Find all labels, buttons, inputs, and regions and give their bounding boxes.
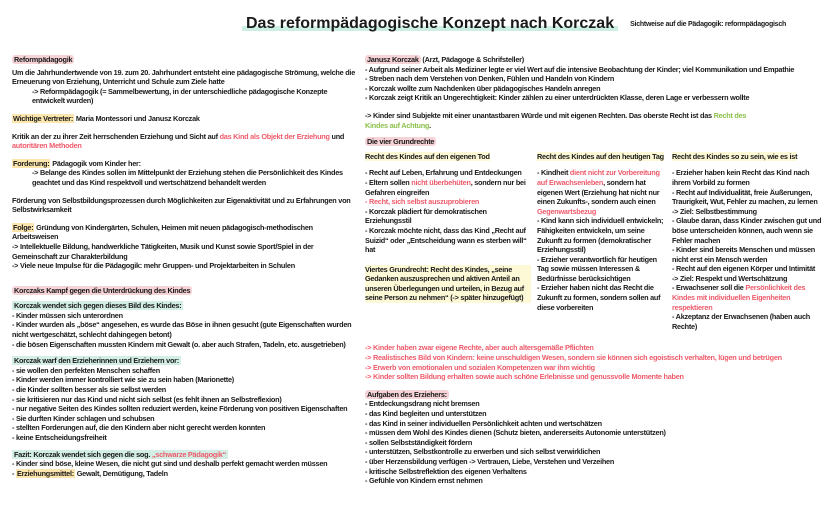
list-item: - kritische Selbstreflektion des eigenen Verhaltens [365, 466, 527, 476]
list-item: - sie kritisieren nur das Kind und nicht sich selbst (es fehlt ihnen an Selbstreflexion) [12, 394, 282, 404]
subheading-vorwurf: Korczak warf den Erzieherinnen und Erziehern vor: [14, 356, 179, 366]
grundrecht-column-3 [672, 152, 825, 332]
subheading-bild: Korczak wendet sich gegen dieses Bild des Kindes: [14, 301, 182, 311]
fazit-line: Fazit: Korczak wendet sich gegen die sog. „schwarze Pädagogik“ [14, 449, 226, 459]
list-item: - Streben nach dem Verstehen von Denken, Fühlen und Handeln von Kindern [365, 74, 615, 84]
page-header [242, 14, 824, 34]
list-item: - Erwachsener soll die Persönlichkeit des Kindes mit individuellen Eigenheiten respektieren [672, 283, 806, 312]
list-item: - stellten Forderungen auf, die den Kindern aber nicht gerecht werden konnten [12, 423, 266, 433]
list-item: - müssen dem Wohl des Kindes dienen (Schutz bieten, andererseits Autonomie unterstützen) [365, 428, 666, 438]
left-column [12, 55, 357, 478]
list-item: - Erzieher verantwortlich für heutigen Tag sowie müssen Interessen & Bedürfnisse berücksichtigen [537, 254, 657, 283]
list-item: - Glaube daran, dass Kinder zwischen gut und böse unterscheiden können, auch wenn sie Fehler machen [672, 216, 822, 245]
list-item: - das Kind in seiner individuellen Persönlichkeit achten und wertschätzen [365, 418, 602, 428]
list-item: - die bösen Eigenschaften mussten Kindern mit Gewalt (o. aber auch Strafen, Tadeln, etc. ausgetrieben) [12, 339, 346, 349]
list-item: - nur negative Seiten des Kindes sollten reduziert werden, keine Förderung von positiven Eigenschaften [12, 404, 348, 414]
list-item: -> Kinder sollten Bildung erhalten sowie auch schöne Erlebnisse und genussvolle Momente haben [365, 372, 684, 382]
list-item: - Korczak wollte zum Nachdenken über pädagogisches Handeln anregen [365, 83, 601, 93]
list-item: -> Erwerb von emotionalen und sozialen Kompetenzen war ihm wichtig [365, 362, 595, 372]
section-heading-grundrechte: Die vier Grundrechte [367, 137, 435, 147]
folge-line: Folge: Gründung von Kindergärten, Schulen, Heimen mit neuen pädagogisch-methodischen Arbeitsweisen [12, 222, 313, 242]
grundrecht-column-2 [537, 152, 666, 313]
right-column [365, 55, 825, 486]
list-item: - Recht auf den eigenen Körper und Intimität [672, 264, 816, 274]
list-item: - Korczak plädiert für demokratischen Erziehungsstil [365, 206, 487, 226]
list-item: - Recht, sich selbst auszuprobieren [365, 197, 480, 207]
section-heading-aufgaben: Aufgaben des Erziehers: [367, 389, 447, 399]
folge-item: -> Viele neue Impulse für die Pädagogik: mehr Gruppen- und Projektarbeiten in Schulen [12, 261, 295, 271]
list-item: -> Kinder haben zwar eigene Rechte, aber auch altersgemäße Pflichten [365, 343, 594, 353]
list-item: - Aufgrund seiner Arbeit als Mediziner legte er viel Wert auf die intensive Beobachtung der Kinder; viel Kommunikation und Empathie [365, 64, 795, 74]
list-item: - Kinder werden immer kontrolliert wie sie zu sein haben (Marionette) [12, 375, 234, 385]
list-item: -> Ziel: Selbstbestimmung [672, 206, 757, 216]
summary-points [365, 343, 825, 381]
list-item: - Eltern sollen nicht überbehüten, sondern nur bei Gefahren eingreifen [365, 177, 526, 197]
list-item: - Akzeptanz der Erwachsenen (haben auch Rechte) [672, 312, 810, 331]
list-item: - Erzieher haben kein Recht das Kind nach ihrem Vorbild zu formen [672, 168, 810, 187]
folge-item: -> Intellektuelle Bildung, handwerkliche Tätigkeiten, Musik und Kunst sowie Sport/Spiel in der Gemeinschaft zur Charakterbildung [12, 241, 314, 261]
list-item: - Sie durften Kinder schlagen und schubsen [12, 413, 155, 423]
fazit-item: - Kinder sind böse, kleine Wesen, die nicht gut sind und deshalb perfekt gemacht werden müssen [12, 459, 328, 469]
list-item: - Recht auf Leben, Erfahrung und Entdeckungen [365, 168, 522, 178]
list-item: - keine Entscheidungsfreiheit [12, 433, 107, 442]
list-item: - Korczak möchte nicht, dass das Kind „Recht auf Suizid“ oder „Entscheidung wann es sterben will“ hat [365, 225, 527, 255]
forderung-line: Forderung: Pädagogik vom Kinder her: [13, 158, 141, 168]
grundrecht-heading: Recht des Kindes so zu sein, wie es ist [672, 151, 798, 161]
list-item: - Entdeckungsdrang nicht bremsen [365, 399, 480, 409]
grundrecht-heading: Recht des Kindes auf den eigenen Tod [365, 151, 490, 161]
list-item: - Kinder müssen sich unterordnen [12, 310, 123, 320]
list-item: - Korczak zeigt Kritik an Ungerechtigkeit: Kinder zählen zu einer unterdrückten Klasse, deren Lage er verbessern wollte [365, 93, 750, 103]
viertes-grundrecht: Viertes Grundrecht: Recht des Kindes, „seine Gedanken auszusprechen und aktiven Anteil an unseren Überlegungen und urteilen, in Bezug auf seine Person zu nehmen“ (-> später hinzugefügt) [365, 265, 531, 303]
aufgaben-section [365, 390, 825, 486]
page-title: Das reformpädagogische Konzept nach Korczak [242, 14, 618, 34]
list-item: - die Kinder sollten besser als sie selbst werden [12, 385, 167, 395]
list-item: - über Herzensbildung verfügen -> Vertrauen, Liebe, Verstehen und Verzeihen [365, 456, 615, 466]
page-subtitle: Sichtweise auf die Pädagogik: reformpädagogisch [630, 20, 786, 28]
section-heading-reformpaedagogik: Reformpädagogik [14, 55, 73, 64]
forderung-detail: -> Belange des Kindes sollen im Mittelpunkt der Erziehung stehen die Persönlichkeit des Kindes geachtet und das Kind respektvoll und wertschätzend behandelt werden [32, 168, 343, 187]
subjekte-paragraph: -> Kinder sind Subjekte mit einer unantastbaren Würde und mit eigenen Rechten. Das oberste Recht ist das Recht des Kindes auf Achtung. [365, 110, 747, 130]
list-item: -> Realistisches Bild von Kindern: keine unschuldigen Wesen, sondern sie können sich egoistisch verhalten, lügen und betrügen [365, 353, 782, 363]
list-item: - sie wollen den perfekten Menschen schaffen [12, 365, 160, 375]
grundrechte-columns [365, 152, 825, 332]
foerderung-paragraph: Förderung von Selbstbildungsprozessen durch Möglichkeiten zur Eigenaktivität und zu Erfahrungen von Selbstwirksamkeit [12, 195, 351, 215]
list-item: - sollen Selbstständigkeit fördern [365, 437, 473, 447]
reform-paragraph: Um die Jahrhundertwende von 19. zum 20. Jahrhundert entsteht eine pädagogische Strömung, welche die Erneuerung von Erziehung, Unterricht und Schule zum Ziele hatte [12, 67, 356, 87]
list-item: - Erzieher haben nicht das Recht die Zukunft zu formen, sondern sollen auf diese vorbereiten [537, 283, 661, 312]
kritik-paragraph: Kritik an der zu ihrer Zeit herrschenden Erziehung und Sicht auf das Kind als Objekt der Erziehung und autoritären Methoden [12, 131, 345, 151]
janusz-heading: Janusz Korczak (Arzt, Pädagoge & Schrifsteller) [367, 55, 524, 64]
grundrecht-column-1 [365, 152, 531, 303]
reform-definition: -> Reformpädagogik (= Sammelbewertung, in der unterschiedliche pädagogische Konzepte entwickelt wurden) [32, 86, 328, 106]
list-item: - Kindheit dient nicht zur Vorbereitung auf Erwachsenleben, sondern hat eigenen Wert (Erziehung hat nicht nur einen Zukunfts-, sondern auch einen Gegenwartsbezug [537, 168, 660, 216]
list-item: - Gefühle von Kindern ernst nehmen [365, 476, 483, 486]
list-item: - unterstützen, Selbstkontrolle zu erwerben und sich selbst verwirklichen [365, 447, 601, 457]
list-item: - das Kind begleiten und unterstützen [365, 409, 487, 418]
section-heading-kampf: Korczaks Kampf gegen die Unterdrückung des Kindes [14, 285, 191, 295]
list-item: - Kinder sind bereits Menschen und müssen nicht erst ein Mensch werden [672, 245, 816, 264]
grundrecht-heading: Recht des Kindes auf den heutigen Tag [537, 151, 664, 161]
list-item: -> Ziel: Respekt und Wertschätzung [672, 273, 788, 283]
fazit-item: - Erziehungsmittel: Gewalt, Demütigung, Tadeln [12, 468, 168, 478]
list-item: - Kinder wurden als „böse“ angesehen, es wurde das Böse in ihnen gesucht (gute Eigenschaften wurden nicht wertgeschätzt, schlecht dahingegen betont) [12, 320, 352, 340]
vertreter-line: Wichtige Vertreter: Maria Montessori und Janusz Korczak [13, 113, 200, 123]
list-item: - Kind kann sich individuell entwickeln; Fähigkeiten entwickeln, um seine Zukunft zu formen (demokratischer Erziehungsstil) [537, 216, 664, 255]
list-item: - Recht auf Individualität, freie Äußerungen, Traurigkeit, Wut, Fehler zu machen, zu lernen [672, 187, 818, 207]
